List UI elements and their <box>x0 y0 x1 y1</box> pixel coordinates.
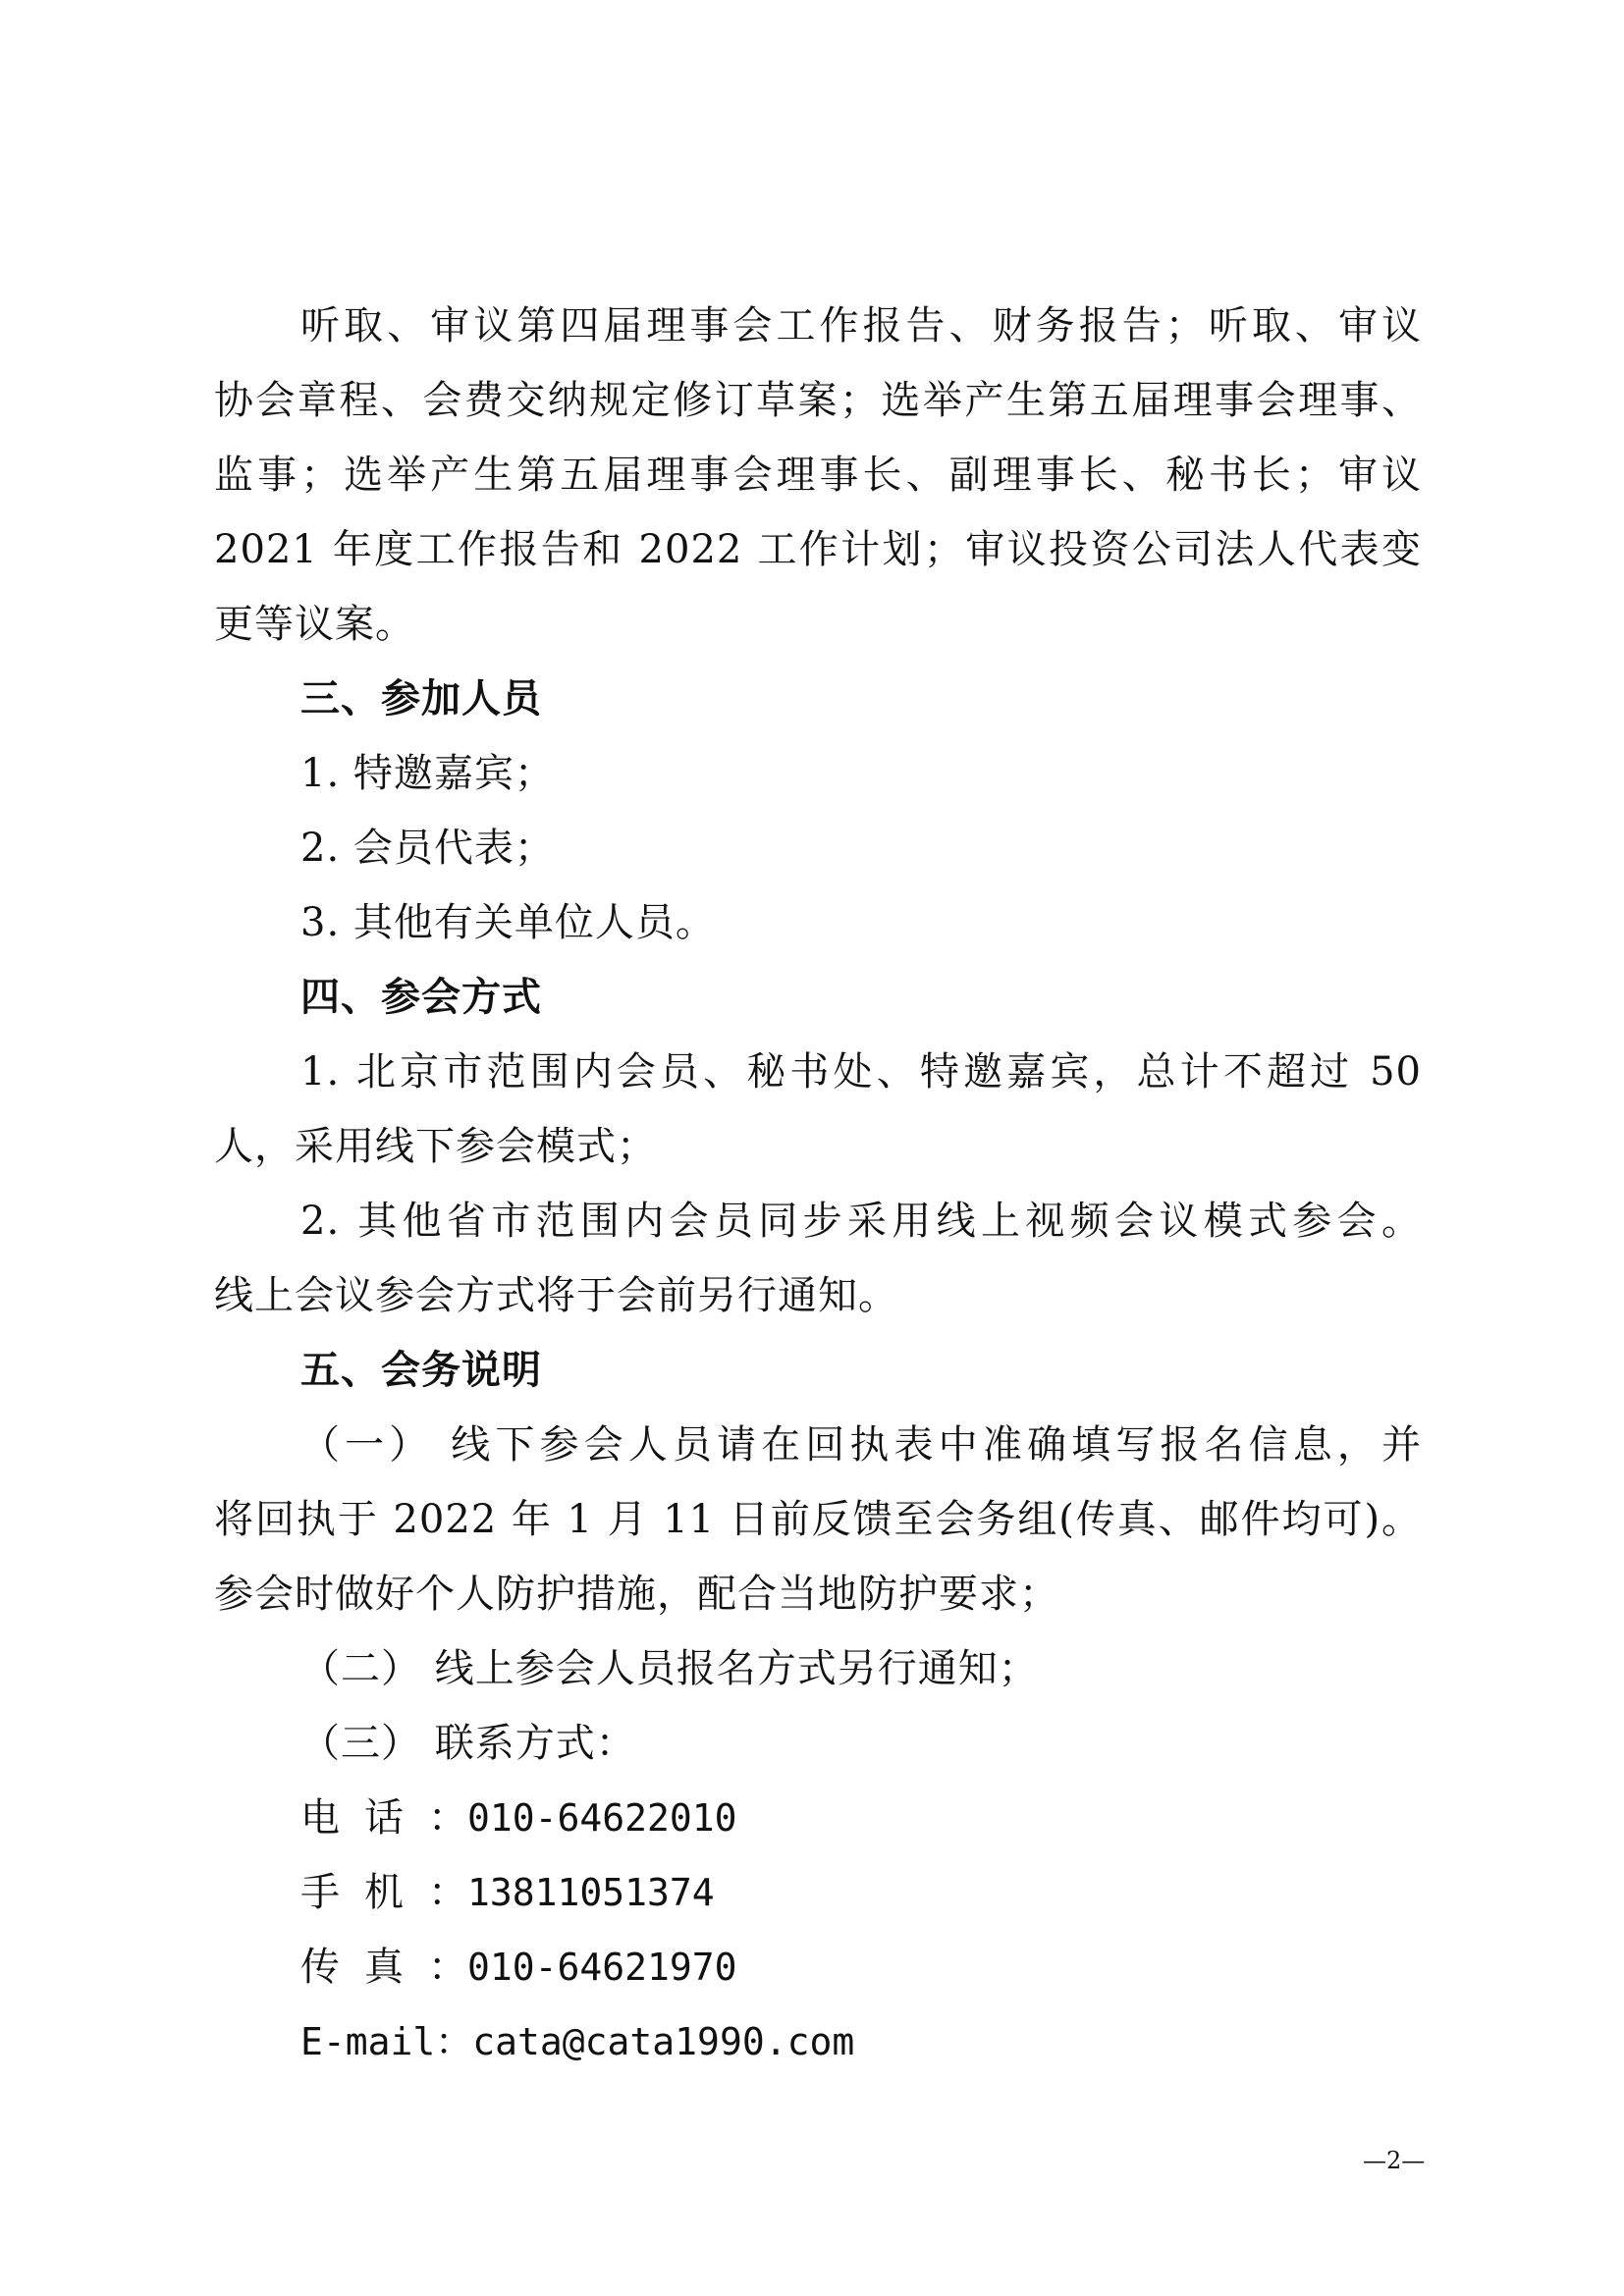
section-4-item-1-line-1: 1. 北京市范围内会员、秘书处、特邀嘉宾，总计不超过 50 <box>300 1049 1422 1095</box>
section-4-item-2-line-2: 线上会议参会方式将于会前另行通知。 <box>214 1273 898 1318</box>
section-5-heading: 五、会务说明 <box>300 1348 542 1393</box>
section-5-item-1-line-1: （一） 线下参会人员请在回执表中准确填写报名信息，并 <box>300 1422 1422 1468</box>
mobile-value: 13811051374 <box>467 1871 715 1914</box>
section-5-item-2: （二） 线上参会人员报名方式另行通知； <box>300 1646 1039 1691</box>
contact-email-row <box>300 2014 854 2069</box>
contact-phone-row <box>300 1790 737 1845</box>
section-3-item-2: 2. 会员代表； <box>300 826 555 871</box>
section-4-heading: 四、参会方式 <box>300 975 542 1020</box>
agenda-line-3: 监事；选举产生第五届理事会理事长、副理事长、秘书长；审议 <box>214 453 1422 498</box>
phone-label: 电话： <box>300 1795 467 1841</box>
contact-mobile-row <box>300 1865 715 1920</box>
section-5-item-1-line-2: 将回执于 2022 年 1 月 11 日前反馈至会务组(传真、邮件均可)。 <box>214 1497 1422 1542</box>
agenda-line-5: 更等议案。 <box>214 602 415 647</box>
fax-label: 传真： <box>300 1945 467 1990</box>
agenda-line-4: 2021 年度工作报告和 2022 工作计划；审议投资公司法人代表变 <box>214 527 1422 572</box>
section-3-item-3: 3. 其他有关单位人员。 <box>300 900 716 945</box>
phone-value: 010-64622010 <box>467 1796 737 1840</box>
page-number: —2— <box>1363 2147 1426 2174</box>
section-4-item-1-line-2: 人，采用线下参会模式； <box>214 1124 657 1169</box>
section-5-item-3: （三） 联系方式： <box>300 1721 636 1766</box>
section-4-item-2-line-1: 2. 其他省市范围内会员同步采用线上视频会议模式参会。 <box>300 1199 1422 1244</box>
section-5-item-1-line-3: 参会时做好个人防护措施，配合当地防护要求； <box>214 1572 1059 1617</box>
contact-fax-row <box>300 1940 737 1995</box>
email-label: E-mail： <box>300 2020 473 2063</box>
fax-value: 010-64621970 <box>467 1946 737 1989</box>
section-3-heading: 三、参加人员 <box>300 676 542 721</box>
email-value: cata@cata1990.com <box>472 2020 855 2063</box>
agenda-line-1: 听取、审议第四届理事会工作报告、财务报告；听取、审议 <box>300 303 1422 348</box>
mobile-label: 手机： <box>300 1870 467 1915</box>
agenda-line-2: 协会章程、会费交纳规定修订草案；选举产生第五届理事会理事、 <box>214 378 1422 423</box>
section-3-item-1: 1. 特邀嘉宾； <box>300 751 555 796</box>
